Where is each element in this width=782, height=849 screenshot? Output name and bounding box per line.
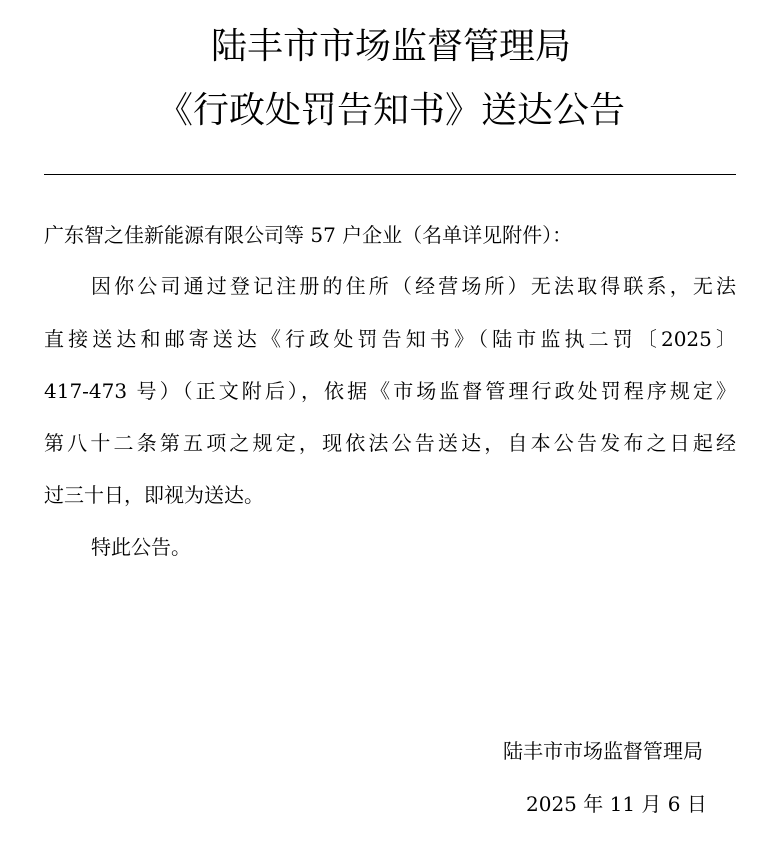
paragraph-line-1: 因你公司通过登记注册的住所（经营场所）无法取得联系，无法 xyxy=(91,274,736,298)
document-title-line2: 《行政处罚告知书》送达公告 xyxy=(156,90,625,131)
addressee-line: 广东智之佳新能源有限公司等 57 户企业（名单详见附件）： xyxy=(44,223,573,247)
document-title-line1: 陆丰市市场监督管理局 xyxy=(210,26,571,67)
signature-date: 2025 年 11 月 6 日 xyxy=(526,792,707,816)
closing-line: 特此公告。 xyxy=(91,535,191,559)
signature-organization: 陆丰市市场监督管理局 xyxy=(503,739,703,763)
paragraph-line-3: 417-473 号）（正文附后），依据《市场监督管理行政处罚程序规定》 xyxy=(44,379,736,403)
paragraph-line-4: 第八十二条第五项之规定，现依法公告送达，自本公告发布之日起经 xyxy=(44,431,736,455)
paragraph-line-2: 直接送达和邮寄送达《行政处罚告知书》（陆市监执二罚〔2025〕 xyxy=(44,327,736,351)
title-divider xyxy=(44,174,736,175)
paragraph-line-5: 过三十日，即视为送达。 xyxy=(44,483,264,507)
